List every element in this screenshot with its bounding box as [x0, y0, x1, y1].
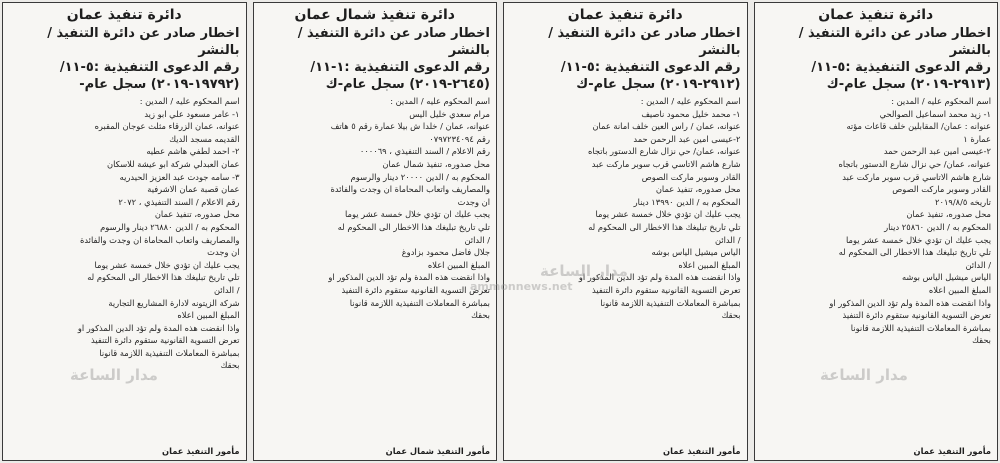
notice-line: جلال فاضل محمود بزادوغ — [401, 247, 490, 258]
notice-line: عنوانه، عمان/ حي نزال شارع الدستور باتجاه — [588, 146, 741, 157]
notice-line: / الدائن — [213, 284, 240, 295]
notice-line: ١- محمد خليل محمود ناصيف — [641, 108, 741, 119]
notice-line: مرام سعدي خليل اليس — [409, 108, 490, 119]
notice-line: ١- عامر مسعود علي ابو زيد — [144, 108, 240, 119]
notice-4 — [2, 2, 247, 461]
notice-line: شارع هاشم الاتاسي قرب سوبر ماركت عبد — [842, 171, 991, 182]
register-number: (١٩٧٩٢-٢٠١٩) سجل عام- — [79, 77, 240, 92]
notice-department: دائرة تنفيذ عمان — [66, 7, 182, 23]
notice-footer: مأمور التنفيذ عمان — [663, 446, 741, 456]
notice-line: تعرض التسوية القانونية ستقوم دائرة التنفيذ — [591, 284, 741, 295]
notice-body — [260, 95, 491, 443]
notice-line: المبلغ المبين اعلاه — [678, 259, 741, 270]
register-number: (٢٩١٣-٢٠١٩) سجل عام-ك — [826, 77, 991, 92]
notice-line: ٢- احمد لطفي هاشم عطيه — [146, 146, 240, 157]
notice-line: تلي تاريخ تبليغك هذا الاخطار الى المحكوم له — [87, 272, 240, 283]
notice-line: المحكوم به / الدين ١٣٩٩٠ دينار — [633, 196, 741, 207]
notice-line: بحقك — [471, 310, 490, 321]
notice-line: واذا انقضت هذه المدة ولم تؤد الدين المذكور او — [829, 297, 991, 308]
notice-line: رقم الاعلام / السند التنفيذي ، ٢٠٧٢ — [118, 196, 240, 207]
notice-line: يجب عليك ان تؤدي خلال خمسة عشر يوما — [344, 209, 490, 220]
notice-line: ٢-عيسى امين عبد الرحمن حمد — [633, 133, 741, 144]
notice-line: اسم المحكوم عليه / المدين : — [891, 96, 991, 106]
notice-line: عنوانه : عمان/ المقابلين خلف قاعات مؤته — [846, 121, 991, 132]
notice-line: والمصاريف واتعاب المحاماة ان وجدت والفائدة — [330, 184, 490, 195]
notice-line: عنوانه، عمان الزرقاء مثلث عوجان المقبره — [94, 121, 240, 132]
notice-line: القديمه مسجد الديك — [169, 133, 240, 144]
notice-line: محل صدوره، تنفيذ عمان — [655, 184, 741, 195]
notice-line: عنوانه، عمان / خلدا ش بيلا عمارة رقم ٥ هاتف — [330, 121, 490, 132]
notice-line: عمان العبدلي شركة ابو عيشة للاسكان — [107, 158, 240, 169]
notice-line: تاريخه ٢٠١٩/٨/٥ — [935, 196, 991, 207]
notice-body — [761, 95, 992, 443]
notice-line: المحكوم به / الدين ٢٠٠٠٠ دينار والرسوم — [350, 171, 490, 182]
notice-footer: مأمور التنفيذ شمال عمان — [385, 446, 490, 456]
register-number: (٢٦٤٥-٢٠١٩) سجل عام-ك — [325, 77, 490, 92]
notice-line: المبلغ المبين اعلاه — [928, 284, 991, 295]
notice-department: دائرة تنفيذ شمال عمان — [294, 7, 455, 23]
register-number: (٢٩١٢-٢٠١٩) سجل عام-ك — [576, 77, 741, 92]
watermark-text: مدار الساعة — [70, 366, 158, 384]
notice-line: ٣- سامه جودت عبد العزيز الحيدريه — [119, 171, 240, 182]
notice-line: بمباشرة المعاملات التنفيذية اللازمة قانونا — [600, 297, 741, 308]
notice-line: تعرض التسوية القانونية ستقوم دائرة التنفيذ — [341, 284, 490, 295]
notice-1 — [754, 2, 999, 461]
case-number: رقم الدعوى التنفيذية :٥-١١/ — [811, 60, 991, 75]
notice-2 — [503, 2, 748, 461]
notice-line: بحقك — [972, 335, 991, 346]
notice-line: اسم المحكوم عليه / المدين : — [139, 96, 240, 106]
notice-body — [9, 95, 240, 443]
notice-3 — [253, 2, 498, 461]
notice-line: تلي تاريخ تبليغك هذا الاخطار الى المحكوم له — [838, 247, 991, 258]
notice-line: الياس ميشيل الياس بوشه — [651, 247, 741, 258]
notice-line: بمباشرة المعاملات التنفيذية اللازمة قانونا — [99, 347, 240, 358]
notice-line: بحقك — [220, 360, 240, 371]
notice-line: تلي تاريخ تبليغك هذا الاخطار الى المحكوم له — [337, 221, 490, 232]
notice-line: تعرض التسوية القانونية ستقوم دائرة التنفيذ — [90, 335, 240, 346]
case-number: رقم الدعوى التنفيذية :١-١١/ — [310, 60, 490, 75]
watermark-url: ammonnews.net — [470, 280, 573, 293]
notice-line: اسم المحكوم عليه / المدين : — [390, 96, 490, 106]
notice-line: عمان قصبة عمان الاشرفية — [147, 184, 240, 195]
notice-line: ان وجدت — [457, 196, 490, 207]
notice-title: اخطار صادر عن دائرة التنفيذ / بالنشر — [297, 26, 490, 58]
notice-line: المبلغ المبين اعلاه — [427, 259, 490, 270]
notice-line: عمارة ١ — [963, 133, 991, 144]
notice-line: اسم المحكوم عليه / المدين : — [640, 96, 741, 106]
notice-title: اخطار صادر عن دائرة التنفيذ / بالنشر — [798, 26, 991, 58]
notice-line: بحقك — [721, 310, 741, 321]
notice-line: شارع هاشم الاتاسي قرب سوبر ماركت عبد — [591, 158, 741, 169]
notice-line: تعرض التسوية القانونية ستقوم دائرة التنفيذ — [842, 310, 991, 321]
notice-line: بمباشرة المعاملات التنفيذية اللازمة قانونا — [349, 297, 490, 308]
notice-line: المحكوم به / الدين ٢٥٨٦٠ دينار — [884, 221, 991, 232]
notice-line: ان وجدت — [207, 247, 240, 258]
watermark-text: مدار الساعة — [540, 262, 628, 280]
notice-line: واذا انقضت هذه المدة ولم تؤد الدين المذكور او — [328, 272, 490, 283]
notice-line: ٢-عيسى امين عبد الرحمن حمد — [883, 146, 991, 157]
notice-line: عنوانه، عمان / راس العين خلف امانة عمان — [592, 121, 741, 132]
notice-line: رقم ٠٧٩٧٢٣٤٠٩٤ — [429, 133, 490, 144]
notice-line: المبلغ المبين اعلاه — [177, 310, 240, 321]
notice-footer: مأمور التنفيذ عمان — [913, 446, 991, 456]
notice-line: واذا انقضت هذه المدة ولم تؤد الدين المذكور او — [77, 322, 240, 333]
notice-line: واذا انقضت هذه المدة ولم تؤد الدين المذكور او — [578, 272, 741, 283]
notice-line: / الدائن — [714, 234, 741, 245]
notice-line: القادر وسوبر ماركت الصوص — [641, 171, 741, 182]
notice-line: / الدائن — [965, 259, 991, 270]
watermark-text: مدار الساعة — [820, 366, 908, 384]
notice-department: دائرة تنفيذ عمان — [818, 7, 934, 23]
notice-line: محل صدوره، تنفيذ عمان — [906, 209, 991, 220]
notice-line: عنوانه، عمان/ حي نزال شارع الدستور باتجاه — [838, 158, 991, 169]
notice-title: اخطار صادر عن دائرة التنفيذ / بالنشر — [548, 26, 741, 58]
notice-title: اخطار صادر عن دائرة التنفيذ / بالنشر — [47, 26, 240, 58]
notice-line: بمباشرة المعاملات التنفيذية اللازمة قانونا — [850, 322, 991, 333]
notice-line: / الدائن — [464, 234, 490, 245]
notice-line: يجب عليك ان تؤدي خلال خمسة عشر يوما — [595, 209, 741, 220]
notice-line: رقم الاعلام / السند التنفيذي ، ٠٠٠٠٦٩ — [359, 146, 490, 157]
notice-line: محل صدوره، تنفيذ شمال عمان — [382, 158, 490, 169]
notice-line: يجب عليك ان تؤدي خلال خمسة عشر يوما — [94, 259, 240, 270]
notice-line: المحكوم به / الدين ٢٦٨٨٠ دينار والرسوم — [100, 221, 240, 232]
notice-line: القادر وسوبر ماركت الصوص — [892, 184, 991, 195]
notice-line: يجب عليك ان تؤدي خلال خمسة عشر يوما — [845, 234, 991, 245]
case-number: رقم الدعوى التنفيذية :٥-١١/ — [560, 60, 741, 75]
notice-body — [510, 95, 741, 443]
case-number: رقم الدعوى التنفيذية :٥-١١/ — [59, 60, 240, 75]
notice-line: محل صدوره، تنفيذ عمان — [154, 209, 240, 220]
notice-department: دائرة تنفيذ عمان — [567, 7, 683, 23]
notice-line: الياس ميشيل الياس بوشه — [901, 272, 991, 283]
notice-line: والمصاريف واتعاب المحاماة ان وجدت والفائدة — [79, 234, 240, 245]
notice-line: شركة الزيتونه لادارة المشاريع التجارية — [108, 297, 240, 308]
notice-footer: مأمور التنفيذ عمان — [162, 446, 240, 456]
notice-line: ١- زيد محمد اسماعيل الصوالحي — [879, 108, 991, 119]
notice-line: تلي تاريخ تبليغك هذا الاخطار الى المحكوم له — [588, 221, 741, 232]
